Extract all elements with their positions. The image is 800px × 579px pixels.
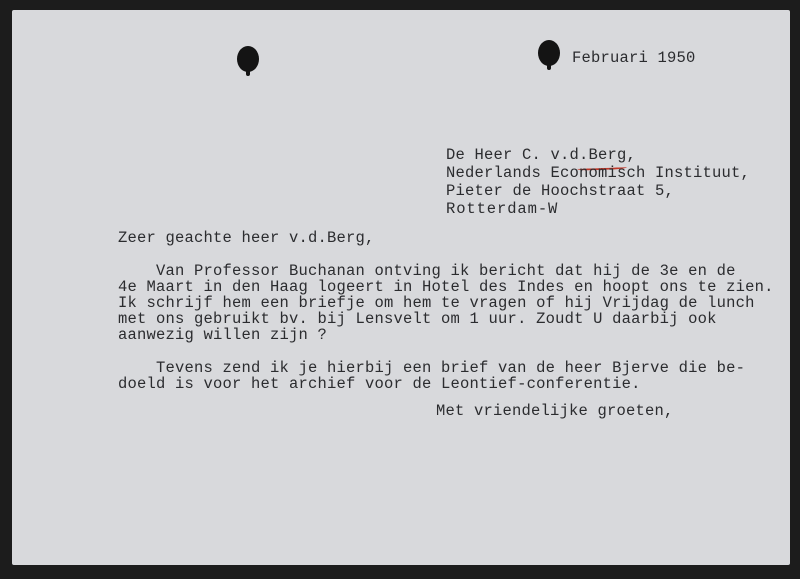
addressee-line: De Heer C. v.d.Berg, (446, 146, 637, 164)
body-line: met ons gebruikt bv. bij Lensvelt om 1 uur. Zoudt U daarbij ook (118, 310, 717, 328)
body-line: Tevens zend ik je hierbij een brief van de heer Bjerve die be- (118, 359, 746, 377)
body-line: aanwezig willen zijn ? (118, 326, 328, 344)
closing: Met vriendelijke groeten, (436, 402, 674, 420)
body-line: Van Professor Buchanan ontving ik bericht dat hij de 3e en de (118, 262, 736, 280)
addressee-line: Rotterdam-W (446, 200, 559, 218)
punch-hole (538, 40, 560, 66)
body-line: Ik schrijf hem een briefje om hem te vragen of hij Vrijdag de lunch (118, 294, 755, 312)
addressee-line: Nederlands Economisch Instituut, (446, 164, 751, 182)
body-line: 4e Maart in den Haag logeert in Hotel des Indes en hoopt ons te zien. (118, 278, 774, 296)
salutation: Zeer geachte heer v.d.Berg, (118, 229, 375, 247)
letter-date: Februari 1950 (572, 49, 696, 67)
punch-hole (237, 46, 259, 72)
body-line: doeld is voor het archief voor de Leontief-conferentie. (118, 375, 641, 393)
letter-page (12, 10, 790, 565)
addressee-line: Pieter de Hoochstraat 5, (446, 182, 675, 200)
